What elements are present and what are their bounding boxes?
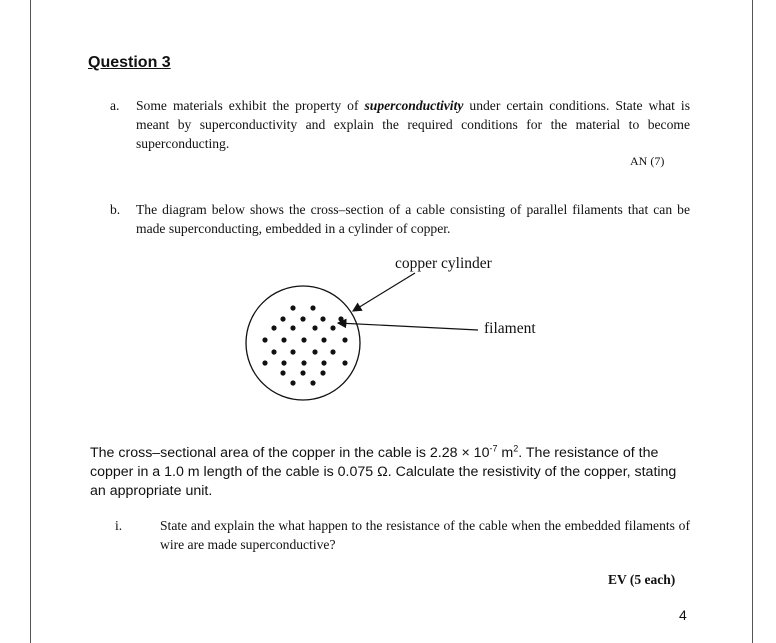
filament-dot	[271, 325, 276, 330]
filament-dot	[300, 370, 305, 375]
filament-dot	[300, 316, 305, 321]
filament-dot	[330, 325, 335, 330]
part-a-term: superconductivity	[364, 98, 464, 113]
filament-dot	[271, 349, 276, 354]
question-title: Question 3	[88, 54, 171, 71]
part-a-text-before: Some materials exhibit the property of	[136, 98, 365, 113]
filament-dot	[280, 316, 285, 321]
filament-dot	[281, 337, 286, 342]
copper-cylinder-label: copper cylinder	[395, 255, 492, 272]
body-exponent-2: 2	[513, 443, 519, 454]
body-text-2: m	[497, 445, 514, 461]
part-b-text: The diagram below shows the cross–section of a cable consisting of parallel filaments that can be made superconducting, embedded in a cylinder of copper.	[136, 202, 690, 236]
filament-dot	[338, 316, 343, 321]
filament-label: filament	[484, 320, 536, 337]
filament-dot	[281, 360, 286, 365]
body-exponent-1: -7	[489, 443, 498, 454]
filament-dot	[320, 370, 325, 375]
page-border-left	[30, 0, 31, 643]
filament-dot	[290, 349, 295, 354]
part-b-label: b.	[110, 202, 121, 217]
filament-dot	[301, 360, 306, 365]
filament-dot	[290, 380, 295, 385]
sub-i-label: i.	[115, 518, 123, 533]
part-a-marks: AN (7)	[630, 154, 665, 168]
body-text-1: The cross–sectional area of the copper in the cable is 2.28 × 10	[90, 445, 490, 461]
body-text-3: . The resistance of the copper in a 1.0 m length of the cable is 0.075 Ω. Calculate the resistivity of the copper, stating an appropriate unit.	[90, 445, 677, 499]
filament-dot	[320, 316, 325, 321]
filament-dots	[262, 305, 347, 385]
filament-dot	[301, 337, 306, 342]
part-a-label: a.	[110, 98, 120, 113]
filament-dot	[310, 305, 315, 310]
part-a-text	[136, 96, 690, 153]
sub-i-text: State and explain the what happen to the resistance of the cable when the embedded filaments of wire are made superconductive?	[160, 518, 690, 552]
sub-i-marks: EV (5 each)	[608, 572, 676, 587]
filament-dot	[290, 325, 295, 330]
copper-cylinder-arrow	[353, 273, 415, 311]
copper-cylinder-circle	[246, 286, 360, 400]
question-body	[90, 444, 690, 501]
filament-dot	[262, 337, 267, 342]
page-number: 4	[679, 607, 687, 623]
filament-arrow	[338, 323, 478, 330]
filament-dot	[310, 380, 315, 385]
filament-dot	[280, 370, 285, 375]
filament-dot	[312, 325, 317, 330]
page-border-right	[752, 0, 753, 643]
filament-dot	[342, 360, 347, 365]
filament-dot	[330, 349, 335, 354]
filament-dot	[262, 360, 267, 365]
filament-dot	[290, 305, 295, 310]
filament-dot	[342, 337, 347, 342]
filament-dot	[321, 360, 326, 365]
cable-cross-section-diagram	[240, 255, 560, 405]
part-a-text-after: under certain conditions. State what is meant by superconductivity and explain the required conditions for the material to become superconducting.	[136, 98, 690, 151]
filament-dot	[321, 337, 326, 342]
filament-dot	[312, 349, 317, 354]
